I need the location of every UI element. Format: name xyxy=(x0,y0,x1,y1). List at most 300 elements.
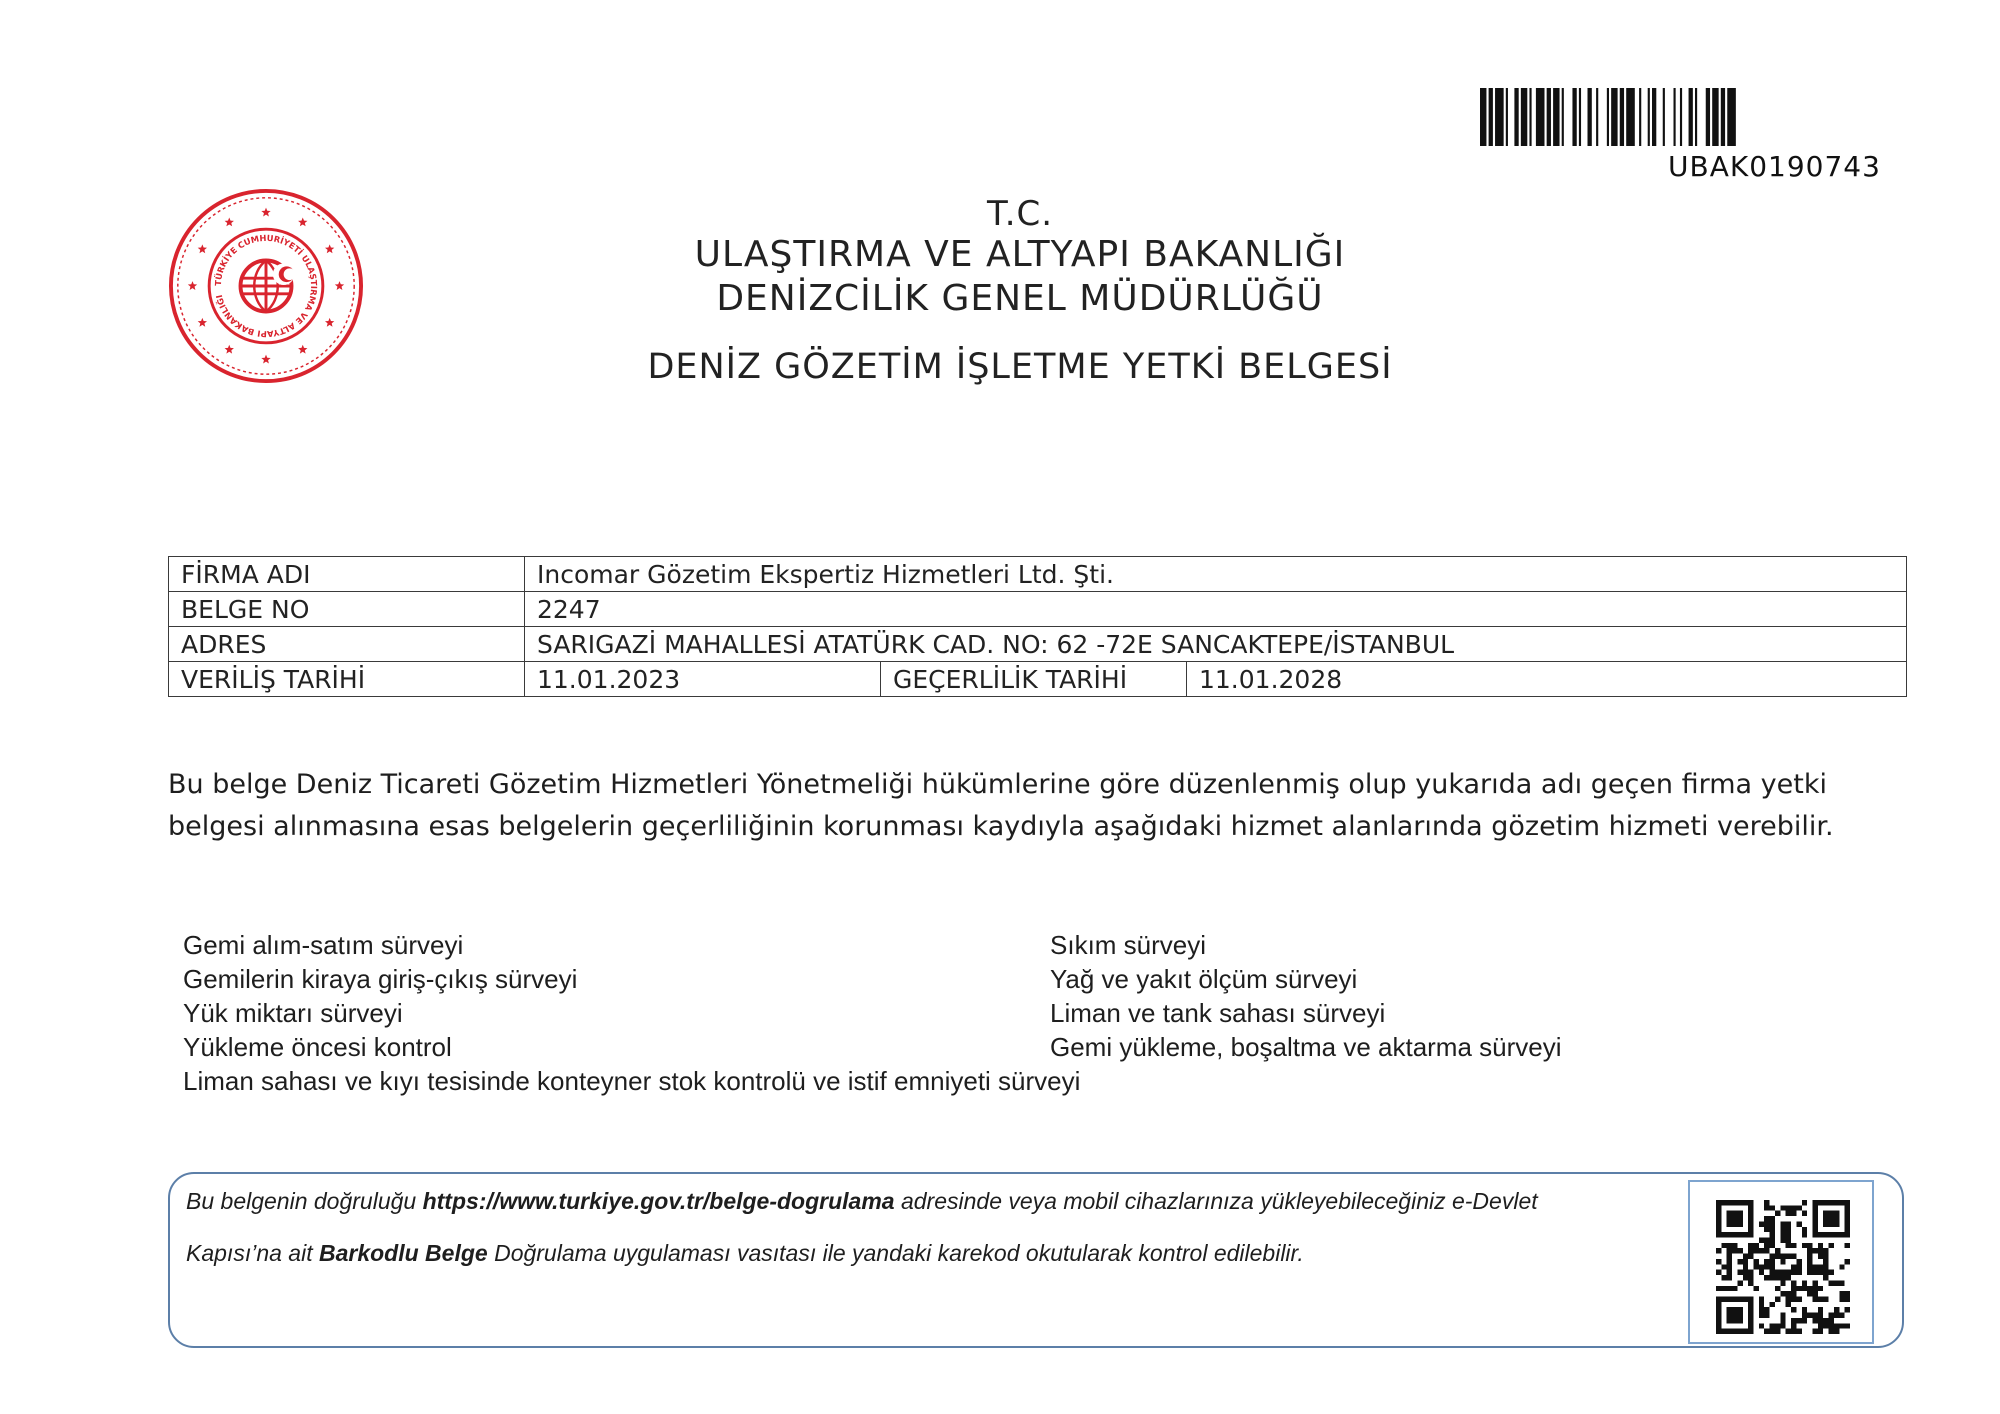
qr-module xyxy=(1737,1280,1742,1285)
service-item: Liman ve tank sahası sürveyi xyxy=(1050,998,1386,1028)
qr-module xyxy=(1791,1329,1796,1334)
qr-module xyxy=(1791,1254,1796,1259)
seal-star xyxy=(198,318,207,327)
qr-module xyxy=(1823,1275,1828,1280)
qr-module xyxy=(1802,1232,1807,1237)
qr-module xyxy=(1727,1286,1732,1291)
barcode-bar xyxy=(1626,88,1635,146)
qr-module xyxy=(1807,1286,1812,1291)
qr-module xyxy=(1764,1243,1769,1248)
qr-module xyxy=(1812,1329,1817,1334)
qr-module xyxy=(1764,1307,1769,1312)
qr-module xyxy=(1834,1313,1839,1318)
barcode-bar xyxy=(1521,88,1527,146)
barcode-bar xyxy=(1489,88,1493,146)
qr-module xyxy=(1796,1264,1801,1269)
qr-module xyxy=(1770,1243,1775,1248)
qr-module xyxy=(1845,1323,1850,1328)
firm-name-label: FİRMA ADI xyxy=(169,557,525,592)
barcode-bar xyxy=(1712,88,1718,146)
qr-module xyxy=(1786,1227,1791,1232)
qr-module xyxy=(1780,1318,1785,1323)
qr-module xyxy=(1754,1248,1759,1253)
verification-text: Kapısı’na ait xyxy=(186,1240,319,1266)
barcode-app-name: Barkodlu Belge xyxy=(318,1240,488,1266)
qr-module xyxy=(1823,1318,1828,1323)
qr-module xyxy=(1791,1280,1796,1285)
qr-finder-module xyxy=(1727,1307,1743,1323)
qr-module xyxy=(1732,1248,1737,1253)
qr-module xyxy=(1721,1264,1726,1269)
qr-module xyxy=(1802,1200,1807,1205)
qr-module xyxy=(1845,1307,1850,1312)
qr-module xyxy=(1802,1243,1807,1248)
qr-module xyxy=(1796,1296,1801,1301)
qr-module xyxy=(1829,1313,1834,1318)
qr-module xyxy=(1786,1291,1791,1296)
qr-module xyxy=(1759,1248,1764,1253)
qr-module xyxy=(1839,1280,1844,1285)
qr-module xyxy=(1737,1248,1742,1253)
barcode-bar xyxy=(1562,88,1564,146)
qr-module xyxy=(1754,1243,1759,1248)
qr-module xyxy=(1748,1243,1753,1248)
service-item: Gemi alım-satım sürveyi xyxy=(183,930,464,960)
qr-module xyxy=(1791,1211,1796,1216)
qr-module xyxy=(1812,1248,1817,1253)
qr-module xyxy=(1791,1291,1796,1296)
qr-module xyxy=(1780,1259,1785,1264)
barcode-bar xyxy=(1536,88,1545,146)
qr-module xyxy=(1834,1329,1839,1334)
qr-module xyxy=(1812,1296,1817,1301)
issue-date-label: VERİLİŞ TARİHİ xyxy=(169,662,525,697)
seal-star xyxy=(261,355,270,364)
table-row xyxy=(169,592,1907,627)
barcode-bar xyxy=(1695,88,1697,146)
qr-module xyxy=(1823,1323,1828,1328)
service-item: Yağ ve yakıt ölçüm sürveyi xyxy=(1050,964,1358,994)
qr-module xyxy=(1759,1264,1764,1269)
barcode-bar xyxy=(1689,88,1693,146)
qr-module xyxy=(1748,1254,1753,1259)
qr-module xyxy=(1812,1264,1817,1269)
qr-module xyxy=(1818,1318,1823,1323)
barcode-bar xyxy=(1607,88,1609,146)
qr-module xyxy=(1818,1243,1823,1248)
qr-module xyxy=(1716,1259,1721,1264)
qr-module xyxy=(1818,1286,1823,1291)
qr-module xyxy=(1845,1259,1850,1264)
qr-module xyxy=(1737,1270,1742,1275)
qr-module xyxy=(1802,1286,1807,1291)
issue-date-value: 11.01.2023 xyxy=(525,662,881,697)
qr-module xyxy=(1812,1318,1817,1323)
barcode-bar xyxy=(1721,88,1725,146)
qr-module xyxy=(1716,1248,1721,1253)
qr-module xyxy=(1764,1248,1769,1253)
qr-module xyxy=(1823,1248,1828,1253)
barcode-bar xyxy=(1706,88,1710,146)
barcode-bar xyxy=(1639,88,1641,146)
qr-module xyxy=(1748,1270,1753,1275)
qr-module xyxy=(1775,1211,1780,1216)
qr-module xyxy=(1780,1205,1785,1210)
qr-module xyxy=(1770,1259,1775,1264)
qr-module xyxy=(1780,1270,1785,1275)
seal-text: TÜRKİYE CUMHURİYETİ ULAŞTIRMA VE ALTYAPI BAKANLIĞI xyxy=(212,232,320,340)
qr-module xyxy=(1791,1264,1796,1269)
qr-module xyxy=(1786,1205,1791,1210)
seal-star xyxy=(298,345,307,354)
qr-module xyxy=(1764,1221,1769,1226)
qr-module xyxy=(1743,1259,1748,1264)
qr-module xyxy=(1818,1307,1823,1312)
qr-module xyxy=(1818,1296,1823,1301)
qr-module xyxy=(1775,1248,1780,1253)
qr-module xyxy=(1754,1264,1759,1269)
barcode-bar xyxy=(1674,88,1676,146)
qr-module xyxy=(1818,1329,1823,1334)
seal-star xyxy=(198,244,207,253)
validity-date-label: GEÇERLİLİK TARİHİ xyxy=(881,662,1187,697)
qr-module xyxy=(1845,1291,1850,1296)
barcode-bar xyxy=(1652,88,1656,146)
qr-module xyxy=(1796,1221,1801,1226)
qr-module xyxy=(1796,1259,1801,1264)
qr-module xyxy=(1780,1291,1785,1296)
qr-module xyxy=(1812,1270,1817,1275)
qr-module xyxy=(1759,1270,1764,1275)
statement-line: belgesi alınmasına esas belgelerin geçerliliğinin korunması kaydıyla aşağıdaki hizmet alanlarında gözetim hizmeti verebilir. xyxy=(168,811,1834,842)
authorization-statement xyxy=(168,764,1958,848)
qr-module xyxy=(1818,1323,1823,1328)
barcode-bar xyxy=(1588,88,1592,146)
qr-module xyxy=(1780,1313,1785,1318)
qr-module xyxy=(1775,1329,1780,1334)
qr-module xyxy=(1796,1329,1801,1334)
qr-module xyxy=(1775,1270,1780,1275)
qr-module xyxy=(1727,1264,1732,1269)
services-right-column xyxy=(1050,928,1850,1064)
qr-module xyxy=(1780,1227,1785,1232)
qr-module xyxy=(1818,1248,1823,1253)
service-item: Yükleme öncesi kontrol xyxy=(183,1032,452,1062)
qr-module xyxy=(1759,1307,1764,1312)
qr-module xyxy=(1802,1227,1807,1232)
barcode-bar xyxy=(1572,88,1576,146)
qr-module xyxy=(1791,1318,1796,1323)
qr-module xyxy=(1732,1286,1737,1291)
service-item: Sıkım sürveyi xyxy=(1050,930,1207,960)
qr-module xyxy=(1764,1313,1769,1318)
qr-module xyxy=(1829,1329,1834,1334)
qr-module xyxy=(1834,1307,1839,1312)
qr-module xyxy=(1759,1302,1764,1307)
qr-finder-module xyxy=(1727,1211,1743,1227)
seal-star xyxy=(188,281,197,290)
barcode-bar xyxy=(1553,88,1559,146)
qr-module xyxy=(1823,1264,1828,1269)
qr-module xyxy=(1786,1296,1791,1301)
qr-module xyxy=(1796,1286,1801,1291)
seal-star xyxy=(225,217,234,226)
qr-module xyxy=(1743,1254,1748,1259)
qr-module xyxy=(1743,1264,1748,1269)
qr-module xyxy=(1754,1259,1759,1264)
service-item: Gemilerin kiraya giriş-çıkış sürveyi xyxy=(183,964,578,994)
qr-module xyxy=(1807,1270,1812,1275)
qr-module xyxy=(1743,1275,1748,1280)
qr-module xyxy=(1764,1238,1769,1243)
qr-module xyxy=(1786,1329,1791,1334)
verification-line-1 xyxy=(186,1188,1538,1215)
company-info-table xyxy=(168,556,1907,697)
qr-module xyxy=(1829,1243,1834,1248)
seal-star xyxy=(325,244,334,253)
qr-module xyxy=(1791,1205,1796,1210)
qr-module xyxy=(1839,1264,1844,1269)
qr-module xyxy=(1839,1296,1844,1301)
seal-star xyxy=(261,208,270,217)
barcode-bar xyxy=(1611,88,1617,146)
barcode-bar xyxy=(1680,88,1682,146)
qr-module xyxy=(1829,1270,1834,1275)
qr-module xyxy=(1764,1200,1769,1205)
barcode-bar xyxy=(1620,88,1624,146)
qr-module xyxy=(1802,1313,1807,1318)
barcode-bar xyxy=(1648,88,1650,146)
qr-module xyxy=(1802,1307,1807,1312)
qr-module xyxy=(1807,1259,1812,1264)
firm-name-value: Incomar Gözetim Ekspertiz Hizmetleri Ltd. Şti. xyxy=(525,557,1907,592)
qr-module xyxy=(1780,1323,1785,1328)
barcode-bar xyxy=(1596,88,1598,146)
qr-module xyxy=(1818,1313,1823,1318)
qr-module xyxy=(1812,1286,1817,1291)
qr-module xyxy=(1791,1307,1796,1312)
qr-module xyxy=(1812,1291,1817,1296)
qr-module xyxy=(1818,1270,1823,1275)
qr-code-icon[interactable] xyxy=(1716,1200,1850,1334)
barcode-bar xyxy=(1663,88,1665,146)
qr-module xyxy=(1823,1254,1828,1259)
qr-module xyxy=(1727,1270,1732,1275)
qr-module xyxy=(1807,1264,1812,1269)
qr-module xyxy=(1727,1259,1732,1264)
qr-module xyxy=(1823,1296,1828,1301)
qr-module xyxy=(1716,1270,1721,1275)
qr-module xyxy=(1764,1205,1769,1210)
address-label: ADRES xyxy=(169,627,525,662)
qr-module xyxy=(1727,1254,1732,1259)
verification-text: adresinde veya mobil cihazlarınıza yükleyebileceğiniz e-Devlet xyxy=(894,1188,1538,1214)
document-title: DENİZ GÖZETİM İŞLETME YETKİ BELGESİ xyxy=(647,347,1393,387)
qr-module xyxy=(1732,1243,1737,1248)
qr-module xyxy=(1807,1254,1812,1259)
qr-module xyxy=(1780,1232,1785,1237)
seal-star xyxy=(225,345,234,354)
qr-module xyxy=(1839,1291,1844,1296)
qr-module xyxy=(1786,1238,1791,1243)
qr-module xyxy=(1791,1270,1796,1275)
qr-module xyxy=(1786,1302,1791,1307)
statement-line: Bu belge Deniz Ticareti Gözetim Hizmetleri Yönetmeliği hükümlerine göre düzenlenmiş olup yukarıda adı geçen firma yetki xyxy=(168,769,1827,800)
address-value: SARIGAZİ MAHALLESİ ATATÜRK CAD. NO: 62 -72E SANCAKTEPE/İSTANBUL xyxy=(525,627,1907,662)
document-number-value: 2247 xyxy=(525,592,1907,627)
qr-module xyxy=(1839,1323,1844,1328)
qr-module xyxy=(1786,1275,1791,1280)
qr-module xyxy=(1770,1270,1775,1275)
qr-module xyxy=(1770,1238,1775,1243)
qr-module xyxy=(1823,1270,1828,1275)
qr-module xyxy=(1770,1264,1775,1269)
qr-module xyxy=(1829,1280,1834,1285)
qr-module xyxy=(1791,1286,1796,1291)
qr-module xyxy=(1802,1280,1807,1285)
barcode-bar xyxy=(1506,88,1508,146)
header-tc: T.C. xyxy=(986,194,1054,234)
qr-module xyxy=(1786,1211,1791,1216)
ministry-name: ULAŞTIRMA VE ALTYAPI BAKANLIĞI xyxy=(694,234,1346,275)
qr-module xyxy=(1780,1221,1785,1226)
qr-module xyxy=(1770,1205,1775,1210)
qr-module xyxy=(1764,1259,1769,1264)
qr-module xyxy=(1716,1286,1721,1291)
qr-module xyxy=(1727,1275,1732,1280)
barcode-bar xyxy=(1480,88,1486,146)
table-row xyxy=(169,627,1907,662)
seal-star xyxy=(298,217,307,226)
qr-module xyxy=(1759,1296,1764,1301)
barcode-bar xyxy=(1579,88,1581,146)
verification-url-link[interactable]: https://www.turkiye.gov.tr/belge-dogrulama xyxy=(422,1188,895,1214)
qr-module xyxy=(1759,1313,1764,1318)
qr-module xyxy=(1812,1280,1817,1285)
qr-module xyxy=(1818,1254,1823,1259)
qr-module xyxy=(1748,1280,1753,1285)
verification-text: Bu belgenin doğruluğu xyxy=(186,1188,423,1214)
qr-module xyxy=(1807,1248,1812,1253)
qr-module xyxy=(1754,1286,1759,1291)
qr-module xyxy=(1780,1238,1785,1243)
barcode-number: UBAK0190743 xyxy=(1668,150,1881,183)
verification-text: Doğrulama uygulaması vasıtası ile yandaki karekod okutularak kontrol edilebilir. xyxy=(487,1240,1304,1266)
qr-module xyxy=(1796,1318,1801,1323)
qr-module xyxy=(1759,1323,1764,1328)
qr-module xyxy=(1775,1323,1780,1328)
barcode-bar xyxy=(1514,88,1518,146)
barcode-bar xyxy=(1727,88,1736,146)
qr-module xyxy=(1791,1296,1796,1301)
validity-date-value: 11.01.2028 xyxy=(1187,662,1907,697)
qr-module xyxy=(1727,1248,1732,1253)
services-left-column xyxy=(183,928,1083,1064)
qr-module xyxy=(1796,1270,1801,1275)
qr-module xyxy=(1807,1243,1812,1248)
ministry-seal-icon xyxy=(168,188,364,384)
qr-module xyxy=(1775,1254,1780,1259)
qr-module xyxy=(1748,1275,1753,1280)
qr-module xyxy=(1770,1275,1775,1280)
document-number-label: BELGE NO xyxy=(169,592,525,627)
qr-module xyxy=(1764,1227,1769,1232)
barcode-bar xyxy=(1529,88,1531,146)
qr-module xyxy=(1770,1329,1775,1334)
qr-module xyxy=(1721,1286,1726,1291)
qr-finder-module xyxy=(1823,1211,1839,1227)
barcode-bar xyxy=(1547,88,1551,146)
qr-module xyxy=(1748,1248,1753,1253)
qr-module xyxy=(1780,1275,1785,1280)
service-item: Gemi yükleme, boşaltma ve aktarma sürveyi xyxy=(1050,1032,1562,1062)
qr-module xyxy=(1764,1216,1769,1221)
qr-module xyxy=(1786,1243,1791,1248)
qr-module xyxy=(1721,1243,1726,1248)
qr-module xyxy=(1764,1264,1769,1269)
qr-module xyxy=(1807,1291,1812,1296)
qr-module xyxy=(1839,1313,1844,1318)
qr-module xyxy=(1823,1259,1828,1264)
directorate-name: DENİZCİLİK GENEL MÜDÜRLÜĞÜ xyxy=(716,278,1324,319)
table-row xyxy=(169,557,1907,592)
qr-module xyxy=(1807,1313,1812,1318)
qr-module xyxy=(1834,1323,1839,1328)
barcode-bar xyxy=(1495,88,1504,146)
verification-line-2 xyxy=(186,1240,1304,1267)
barcode xyxy=(1480,88,1882,146)
qr-module xyxy=(1764,1329,1769,1334)
qr-module xyxy=(1791,1323,1796,1328)
qr-module xyxy=(1759,1238,1764,1243)
qr-module xyxy=(1775,1296,1780,1301)
qr-module xyxy=(1829,1318,1834,1323)
qr-module xyxy=(1775,1286,1780,1291)
qr-module xyxy=(1845,1296,1850,1301)
qr-module xyxy=(1737,1259,1742,1264)
qr-module xyxy=(1786,1221,1791,1226)
qr-module xyxy=(1764,1275,1769,1280)
qr-module xyxy=(1727,1243,1732,1248)
qr-module xyxy=(1845,1243,1850,1248)
qr-module xyxy=(1759,1221,1764,1226)
seal-star xyxy=(325,318,334,327)
qr-module xyxy=(1818,1264,1823,1269)
seal-star xyxy=(335,281,344,290)
qr-module xyxy=(1770,1323,1775,1328)
qr-module xyxy=(1829,1323,1834,1328)
service-item: Liman sahası ve kıyı tesisinde konteyner stok kontrolü ve istif emniyeti sürveyi xyxy=(183,1066,1081,1096)
qr-module xyxy=(1775,1275,1780,1280)
qr-module xyxy=(1721,1275,1726,1280)
qr-module xyxy=(1812,1313,1817,1318)
qr-module xyxy=(1780,1280,1785,1285)
qr-module xyxy=(1770,1216,1775,1221)
qr-module xyxy=(1770,1227,1775,1232)
qr-module xyxy=(1743,1270,1748,1275)
qr-module xyxy=(1780,1254,1785,1259)
qr-module xyxy=(1834,1280,1839,1285)
qr-module xyxy=(1770,1254,1775,1259)
table-row xyxy=(169,662,1907,697)
qr-module xyxy=(1786,1232,1791,1237)
qr-module xyxy=(1791,1243,1796,1248)
qr-module xyxy=(1786,1254,1791,1259)
qr-module xyxy=(1802,1211,1807,1216)
qr-module xyxy=(1802,1318,1807,1323)
qr-module xyxy=(1770,1221,1775,1226)
service-item: Yük miktarı sürveyi xyxy=(183,998,403,1028)
